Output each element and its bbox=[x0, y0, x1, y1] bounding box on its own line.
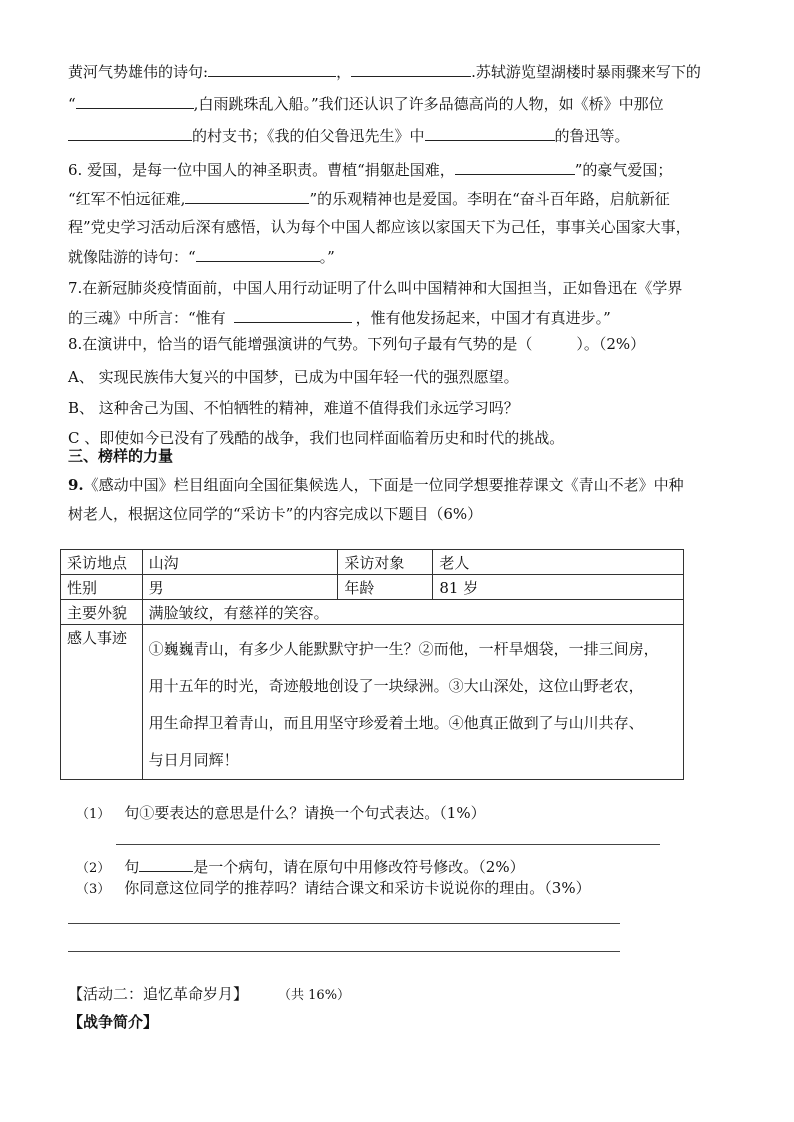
interview-card bbox=[60, 549, 684, 780]
story-line: 与日月同辉！ bbox=[148, 751, 239, 769]
story-line: 用十五年的时光，奇迹般地创设了一块绿洲。③大山深处，这位山野老农， bbox=[148, 677, 644, 695]
prev-line-3 bbox=[68, 125, 630, 146]
question-number: 9. bbox=[68, 476, 84, 494]
q8-stem bbox=[68, 334, 645, 354]
text: ， bbox=[336, 63, 352, 81]
q8-option-b[interactable]: B、 这种舍己为国、不怕牺牲的精神，难道不值得我们永远学习吗？ bbox=[68, 399, 519, 417]
story-line: 用生命捍卫着青山，而且用坚守珍爱着土地。④他真正做到了与山川共存、 bbox=[148, 714, 644, 732]
target-label: 采访对象 bbox=[338, 550, 433, 575]
gender-value: 男 bbox=[142, 575, 338, 600]
activity-title: 【活动二：追忆革命岁月】 bbox=[68, 985, 249, 1003]
answer-blank[interactable] bbox=[208, 61, 336, 77]
sub-question-number: （2） bbox=[76, 861, 111, 876]
story-line: ①巍巍青山，有多少人能默默守护一生？②而他，一杆旱烟袋，一排三间房， bbox=[148, 640, 659, 658]
sub-question-number: （1） bbox=[76, 807, 111, 822]
answer-blank[interactable] bbox=[76, 93, 194, 109]
activity-title-row bbox=[68, 984, 350, 1006]
text: ”的豪气爱国； bbox=[574, 161, 673, 179]
q7-line-1: 7.在新冠肺炎疫情面前，中国人用行动证明了什么叫中国精神和大国担当，正如鲁迅在《学界 bbox=[68, 279, 683, 297]
text: ”的乐观精神也是爱国。李明在“奋斗百年路，启航新征 bbox=[309, 190, 670, 208]
answer-line[interactable] bbox=[68, 951, 620, 952]
look-value: 满脸皱纹，有慈祥的笑容。 bbox=[142, 600, 683, 625]
text: 句①要表达的意思是什么？请换一个句式表达。（1%） bbox=[124, 804, 486, 822]
activity-score: （共 16%） bbox=[278, 988, 351, 1003]
age-value: 81 岁 bbox=[433, 575, 684, 600]
prev-line-1 bbox=[68, 61, 701, 82]
q6-line-1 bbox=[68, 159, 672, 180]
age-label: 年龄 bbox=[338, 575, 433, 600]
place-value: 山沟 bbox=[142, 550, 338, 575]
story-label: 感人事迹 bbox=[61, 625, 143, 780]
q6-line-4 bbox=[68, 246, 335, 267]
text: 《感动中国》栏目组面向全国征集候选人，下面是一位同学想要推荐课文《青山不老》中种 bbox=[83, 476, 684, 494]
table-row bbox=[61, 575, 684, 600]
q8-option-a[interactable]: A、 实现民族伟大复兴的中国梦，已成为中国年轻一代的强烈愿望。 bbox=[68, 368, 519, 386]
text: 黄河气势雄伟的诗句: bbox=[68, 63, 209, 81]
text: 的村支书；《我的伯父鲁迅先生》中 bbox=[192, 127, 425, 145]
sub-q2 bbox=[76, 856, 525, 879]
section-title: 三、榜样的力量 bbox=[68, 447, 174, 465]
sub-q3 bbox=[76, 878, 591, 900]
text: 8.在演讲中，恰当的语气能增强演讲的气势。下列句子最有气势的是（ bbox=[68, 335, 533, 353]
text: 是一个病句，请在原句中用修改符号修改。（2%） bbox=[193, 858, 525, 876]
text: 的三魂》中所言：“惟有 bbox=[68, 309, 226, 327]
q6-line-3: 程”党史学习活动后深有感悟，认为每个中国人都应该以家国天下为己任，事事关心国家大事， bbox=[68, 218, 691, 236]
text: ，惟有他发扬起来，中国才有真进步。” bbox=[355, 309, 611, 327]
text: “红军不怕远征难, bbox=[68, 190, 186, 208]
answer-blank[interactable] bbox=[425, 125, 555, 141]
prev-line-2 bbox=[68, 93, 664, 114]
text: .苏轼游览望湖楼时暴雨骤来写下的 bbox=[471, 63, 701, 81]
text: 你同意这位同学的推荐吗？请结合课文和采访卡说说你的理由。（3%） bbox=[124, 879, 591, 897]
answer-blank[interactable] bbox=[196, 246, 320, 262]
q9-line-2: 树老人，根据这位同学的“采访卡”的内容完成以下题目（6%） bbox=[68, 505, 483, 523]
text: 就像陆游的诗句：“ bbox=[68, 248, 196, 266]
gender-label: 性别 bbox=[61, 575, 143, 600]
answer-line[interactable] bbox=[68, 923, 620, 924]
sub-question-number: （3） bbox=[76, 882, 111, 897]
answer-blank[interactable] bbox=[455, 159, 575, 175]
sub-q1 bbox=[76, 803, 486, 825]
place-label: 采访地点 bbox=[61, 550, 143, 575]
answer-blank[interactable] bbox=[351, 61, 471, 77]
text: ）。（2%） bbox=[576, 335, 646, 353]
table-row bbox=[61, 600, 684, 625]
text: ,白雨跳珠乱入船。”我们还认识了许多品德高尚的人物，如《桥》中那位 bbox=[193, 95, 664, 113]
war-intro-title: 【战争简介】 bbox=[68, 1013, 159, 1031]
table-row bbox=[61, 625, 684, 780]
text: 句 bbox=[124, 858, 140, 876]
answer-blank[interactable] bbox=[68, 125, 192, 141]
text: 的鲁迅等。 bbox=[554, 127, 630, 145]
q6-line-2 bbox=[68, 188, 670, 209]
q9-line-1 bbox=[68, 475, 684, 495]
text: 。” bbox=[319, 248, 335, 266]
answer-blank[interactable] bbox=[185, 188, 309, 204]
answer-blank[interactable] bbox=[139, 856, 193, 872]
target-value: 老人 bbox=[433, 550, 684, 575]
look-label: 主要外貌 bbox=[61, 600, 143, 625]
text: 6. 爱国，是每一位中国人的神圣职责。曹植“捐躯赴国难， bbox=[68, 161, 455, 179]
answer-blank[interactable] bbox=[234, 307, 352, 323]
text: “ bbox=[68, 95, 76, 113]
table-row bbox=[61, 550, 684, 575]
q8-option-c[interactable]: C 、即使如今已没有了残酷的战争，我们也同样面临着历史和时代的挑战。 bbox=[68, 429, 565, 447]
q7-line-2 bbox=[68, 307, 611, 328]
story-value bbox=[142, 625, 683, 780]
answer-line[interactable] bbox=[116, 844, 660, 845]
